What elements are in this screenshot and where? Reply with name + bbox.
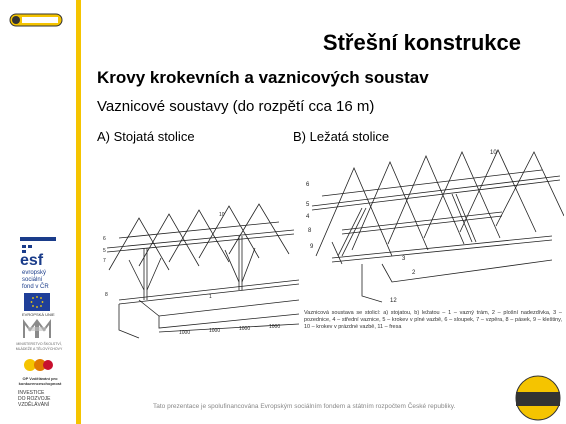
figure-b-number: 10	[490, 150, 497, 156]
msmt-logo	[22, 318, 52, 342]
op-logo	[22, 354, 54, 376]
figure-b-number: 4	[306, 214, 310, 220]
figure-b-number: 5	[306, 202, 310, 208]
figure-a-dimension: 1000	[269, 324, 281, 330]
figure-a-dimension: 1000	[239, 326, 251, 332]
eu-flag-icon	[24, 293, 50, 311]
invest-line: INVESTICE	[18, 390, 45, 396]
figure-a-dimension: 1000	[179, 330, 191, 336]
esf-text-line: evropský	[22, 270, 47, 276]
figure-a-roof-drawing	[99, 200, 305, 342]
eu-text: EVROPSKÁ UNIE	[22, 312, 55, 317]
slide-subtitle: Krovy krokevních a vaznicových soustav	[97, 68, 429, 87]
figure-b-number: 2	[412, 270, 416, 276]
figure-a-dimension: 1000	[209, 328, 221, 334]
invest-line: VZDĚLÁVÁNÍ	[18, 402, 50, 408]
caption-b: B) Ležatá stolice	[293, 129, 390, 144]
svg-text:esf: esf	[20, 252, 44, 267]
figure-b-caption: Vaznicová soustava se stolicí: a) stojatou, b) ležatou – 1 – vazný trám, 2 – plošní nadezdívka, 3 – pozednice, 4 – střední vaznice, 5 – krokev v plné vazbě, 6 – sloupek, 7 – vzpěra, 8 – pásek, 9 – kleštiny, 10 – krokev v prázdné vazbě, 11 – fresa	[304, 310, 562, 330]
figure-a-number: 7	[103, 258, 106, 264]
msmt-text: MINISTERSTVO ŠKOLSTVÍ, MLÁDEŽE A TĚLOVÝCHOVY	[15, 342, 63, 351]
figure-a-number: 5	[103, 248, 106, 254]
project-logo-bottom	[510, 372, 564, 422]
figure-b-number: 6	[306, 182, 310, 188]
sidebar	[0, 0, 76, 424]
caption-a: A) Stojatá stolice	[97, 129, 195, 144]
figure-a-number: 8	[105, 292, 108, 298]
figure-b-number: 8	[308, 228, 312, 234]
esf-text-line: fond v ČR	[22, 284, 49, 290]
op-text: OP Vzdělávání pro konkurenceschopnost	[18, 376, 62, 386]
slide-line: Vaznicové soustavy (do rozpětí cca 16 m)	[97, 98, 375, 115]
esf-text-line: sociální	[22, 277, 43, 283]
figure-b-number: 3	[402, 256, 406, 262]
figure-b-number: 9	[310, 244, 314, 250]
figure-a-number: 1	[209, 294, 212, 300]
slide-title: Střešní konstrukce	[322, 30, 521, 55]
figure-b-number: 12	[390, 298, 397, 304]
invest-line: DO ROZVOJE	[18, 396, 51, 402]
figure-b-roof-drawing	[302, 146, 564, 306]
esf-logo	[20, 237, 56, 267]
project-logo-top	[8, 10, 64, 30]
invest-text	[18, 390, 58, 408]
footer-text: Tato prezentace je spolufinancována Evropským sociálním fondem a státním rozpočtem České republiky.	[153, 403, 456, 410]
esf-text	[22, 270, 49, 291]
figure-a-number: 10	[219, 212, 225, 218]
figure-a-number: 6	[103, 236, 106, 242]
slide-content	[81, 0, 566, 424]
